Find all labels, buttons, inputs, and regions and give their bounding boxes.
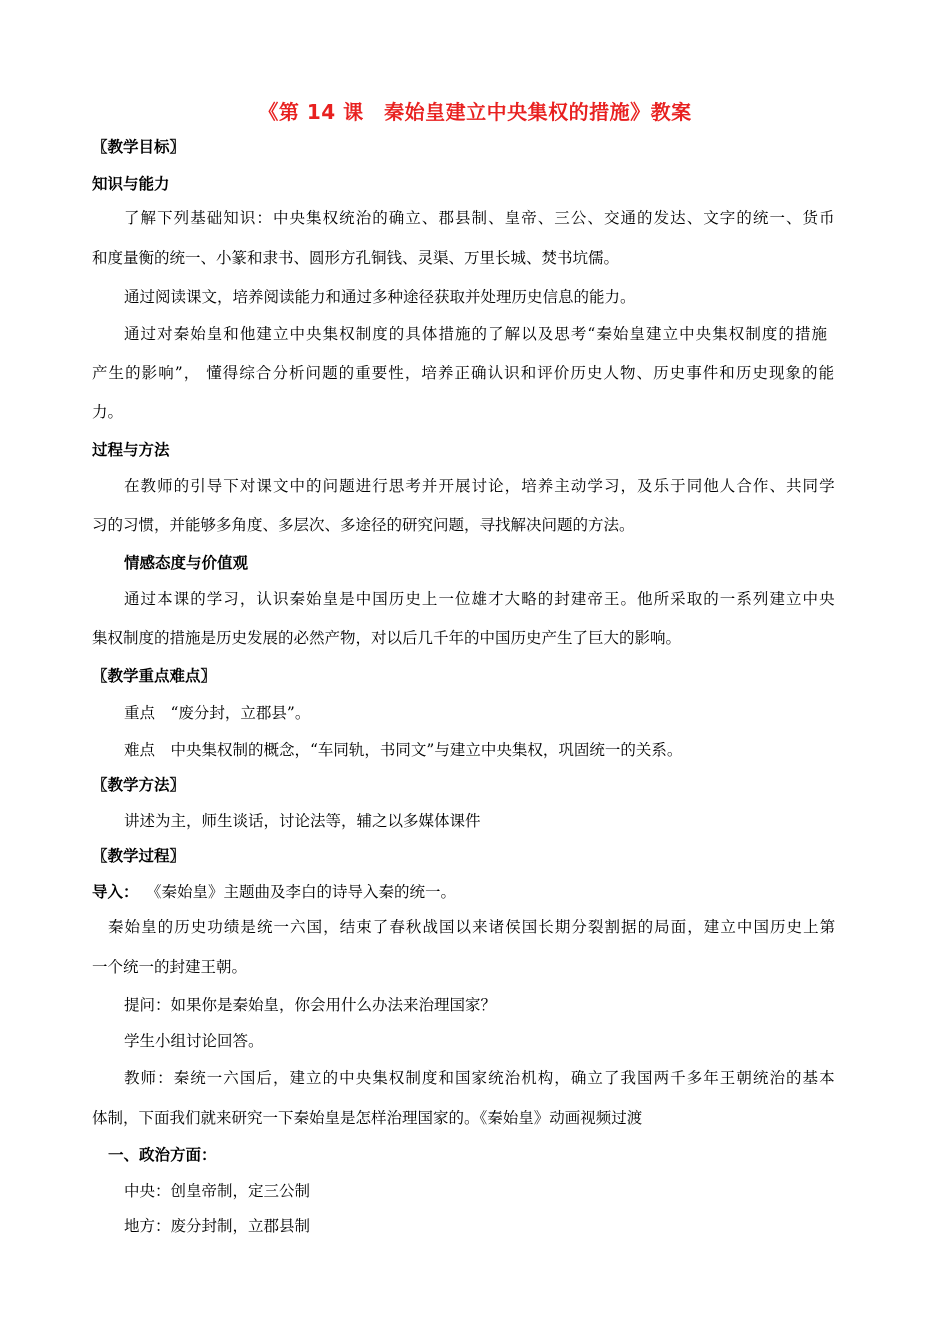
paragraph-line: 通过本课的学习，认识秦始皇是中国历史上一位雄才大略的封建帝王。他所采取的一系列建立中央 (124, 590, 836, 608)
section-heading-process: 〖教学过程〗 (92, 847, 186, 865)
section-heading-key-points: 〖教学重点难点〗 (92, 667, 217, 685)
paragraph-line: 通过对秦始皇和他建立中央集权制度的具体措施的了解以及思考“秦始皇建立中央集权制度的措施 (124, 325, 829, 343)
paragraph-line: 重点 “废分封，立郡县”。 (124, 704, 311, 722)
subheading-values: 情感态度与价值观 (124, 554, 249, 572)
paragraph-line: 提问：如果你是秦始皇，你会用什么办法来治理国家？ (124, 996, 497, 1014)
paragraph-line: 在教师的引导下对课文中的问题进行思考并开展讨论，培养主动学习，及乐于同他人合作、共同学 (124, 477, 836, 495)
section-heading-methods: 〖教学方法〗 (92, 776, 186, 794)
subheading-politics: 一、政治方面： (108, 1146, 217, 1164)
intro-label: 导入： (92, 883, 139, 901)
paragraph-line: 难点 中央集权制的概念，“车同轨，书同文”与建立中央集权，巩固统一的关系。 (124, 741, 683, 759)
paragraph-line: 讲述为主，师生谈话，讨论法等，辅之以多媒体课件 (124, 812, 481, 830)
paragraph-line: 《秦始皇》主题曲及李白的诗导入秦的统一。 (146, 883, 457, 901)
subheading-knowledge: 知识与能力 (92, 175, 170, 193)
paragraph-line: 集权制度的措施是历史发展的必然产物，对以后几千年的中国历史产生了巨大的影响。 (92, 629, 682, 647)
paragraph-line: 秦始皇的历史功绩是统一六国，结束了春秋战国以来诸侯国长期分裂割据的局面，建立中国历史上第 (108, 918, 837, 936)
paragraph-line: 一个统一的封建王朝。 (92, 958, 248, 976)
page-title: 《第 14 课 秦始皇建立中央集权的措施》教案 (258, 100, 692, 124)
subheading-process: 过程与方法 (92, 441, 170, 459)
paragraph-line: 习的习惯，并能够多角度、多层次、多途径的研究问题，寻找解决问题的方法。 (92, 516, 635, 534)
paragraph-line: 地方：废分封制，立郡县制 (124, 1217, 311, 1235)
paragraph-line: 教师：秦统一六国后，建立的中央集权制度和国家统治机构，确立了我国两千多年王朝统治的基本 (124, 1069, 836, 1087)
paragraph-line: 体制，下面我们就来研究一下秦始皇是怎样治理国家的。《秦始皇》动画视频过渡 (92, 1109, 643, 1127)
paragraph-line: 和度量衡的统一、小篆和隶书、圆形方孔铜钱、灵渠、万里长城、焚书坑儒。 (92, 249, 620, 267)
paragraph-line: 力。 (92, 403, 124, 421)
paragraph-line: 通过阅读课文，培养阅读能力和通过多种途径获取并处理历史信息的能力。 (124, 288, 636, 306)
paragraph-line: 了解下列基础知识：中央集权统治的确立、郡县制、皇帝、三公、交通的发达、文字的统一、货币 (124, 209, 836, 227)
paragraph-line: 产生的影响”， 懂得综合分析问题的重要性，培养正确认识和评价历史人物、历史事件和历史现象的能 (92, 364, 836, 382)
paragraph-line: 中央：创皇帝制，定三公制 (124, 1182, 311, 1200)
paragraph-line: 学生小组讨论回答。 (124, 1032, 264, 1050)
section-heading-objectives: 〖教学目标〗 (92, 138, 186, 156)
